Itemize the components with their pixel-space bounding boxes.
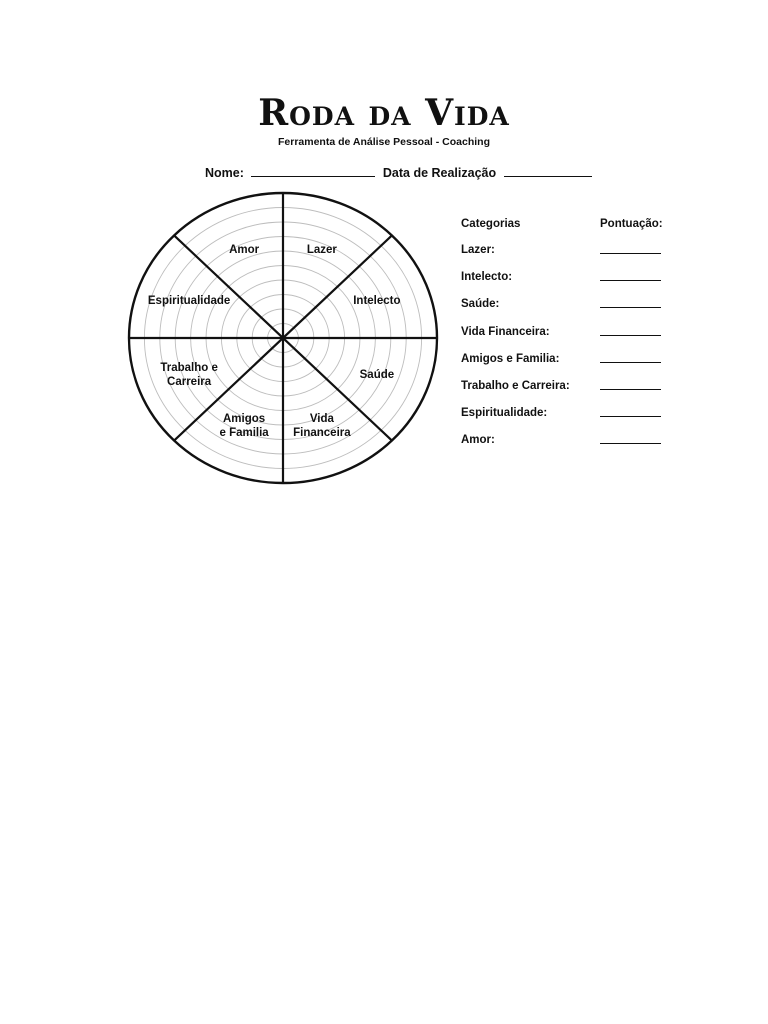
wheel-segment-label-line: Saúde: [359, 368, 395, 381]
score-row: [461, 347, 691, 374]
score-row-category: Trabalho e Carreira:: [461, 379, 570, 392]
score-row-category: Amor:: [461, 434, 495, 447]
score-blank-field[interactable]: [600, 389, 661, 390]
categories-header: Categorias: [461, 218, 521, 230]
wheel-segment-label-line: Intelecto: [353, 295, 401, 308]
score-row-category: Saúde:: [461, 298, 500, 311]
score-blank-field[interactable]: [600, 416, 661, 417]
score-row-category: Lazer:: [461, 244, 495, 256]
score-table: [461, 218, 691, 456]
wheel-segment-label: [353, 294, 400, 308]
score-row-category: Espiritualidade:: [461, 407, 548, 420]
score-table-header: [461, 218, 691, 238]
score-row: [461, 374, 691, 401]
score-blank-field[interactable]: [600, 443, 661, 444]
score-rows: [461, 238, 691, 456]
wheel-segment-label: [219, 412, 268, 440]
score-blank-field[interactable]: [600, 335, 661, 336]
score-row-category: Vida Financeira:: [461, 325, 550, 338]
wheel-segment-label: [160, 361, 218, 389]
score-row: [461, 401, 691, 428]
wheel-segment-label-line: Vida: [309, 413, 334, 426]
score-blank-field[interactable]: [600, 362, 661, 363]
score-row: [461, 320, 691, 347]
wheel-segment-label-line: Financeira: [293, 427, 351, 440]
wheel-segment-label-line: Carreira: [167, 375, 212, 388]
score-blank-field[interactable]: [600, 253, 661, 254]
wheel-segment-label: [360, 368, 395, 382]
score-row-category: Amigos e Familia:: [461, 352, 560, 365]
life-wheel: [126, 190, 440, 493]
wheel-segment-label-line: Espiritualidade: [147, 295, 231, 308]
wheel-segment-label-line: e Familia: [219, 427, 269, 440]
page-title: Roda da Vida: [258, 92, 510, 134]
wheel-segment-label-line: Amor: [229, 243, 260, 256]
score-blank-field[interactable]: [600, 307, 661, 308]
score-row: [461, 292, 691, 319]
score-blank-field[interactable]: [600, 280, 661, 281]
life-wheel-graphic: [126, 190, 440, 488]
wheel-segment-label: [307, 243, 337, 257]
name-label: Nome:: [205, 166, 244, 180]
date-field[interactable]: [504, 166, 592, 177]
wheel-segment-label-line: Trabalho e: [160, 361, 218, 374]
wheel-segment-label: [229, 243, 259, 257]
score-row-category: Intelecto:: [461, 271, 513, 284]
score-row: [461, 265, 691, 292]
score-row: [461, 238, 691, 265]
wheel-segment-label: [148, 294, 230, 308]
page-subtitle: Ferramenta de Análise Pessoal - Coaching: [277, 136, 490, 148]
wheel-segment-label: [293, 412, 351, 440]
wheel-segment-label-line: Lazer: [306, 243, 337, 256]
name-date-row: [205, 166, 596, 180]
date-label: Data de Realização: [382, 166, 497, 180]
wheel-segment-label-line: Amigos: [223, 413, 266, 426]
name-field[interactable]: [251, 166, 375, 177]
score-header: Pontuação:: [600, 218, 663, 230]
score-row: [461, 428, 691, 455]
